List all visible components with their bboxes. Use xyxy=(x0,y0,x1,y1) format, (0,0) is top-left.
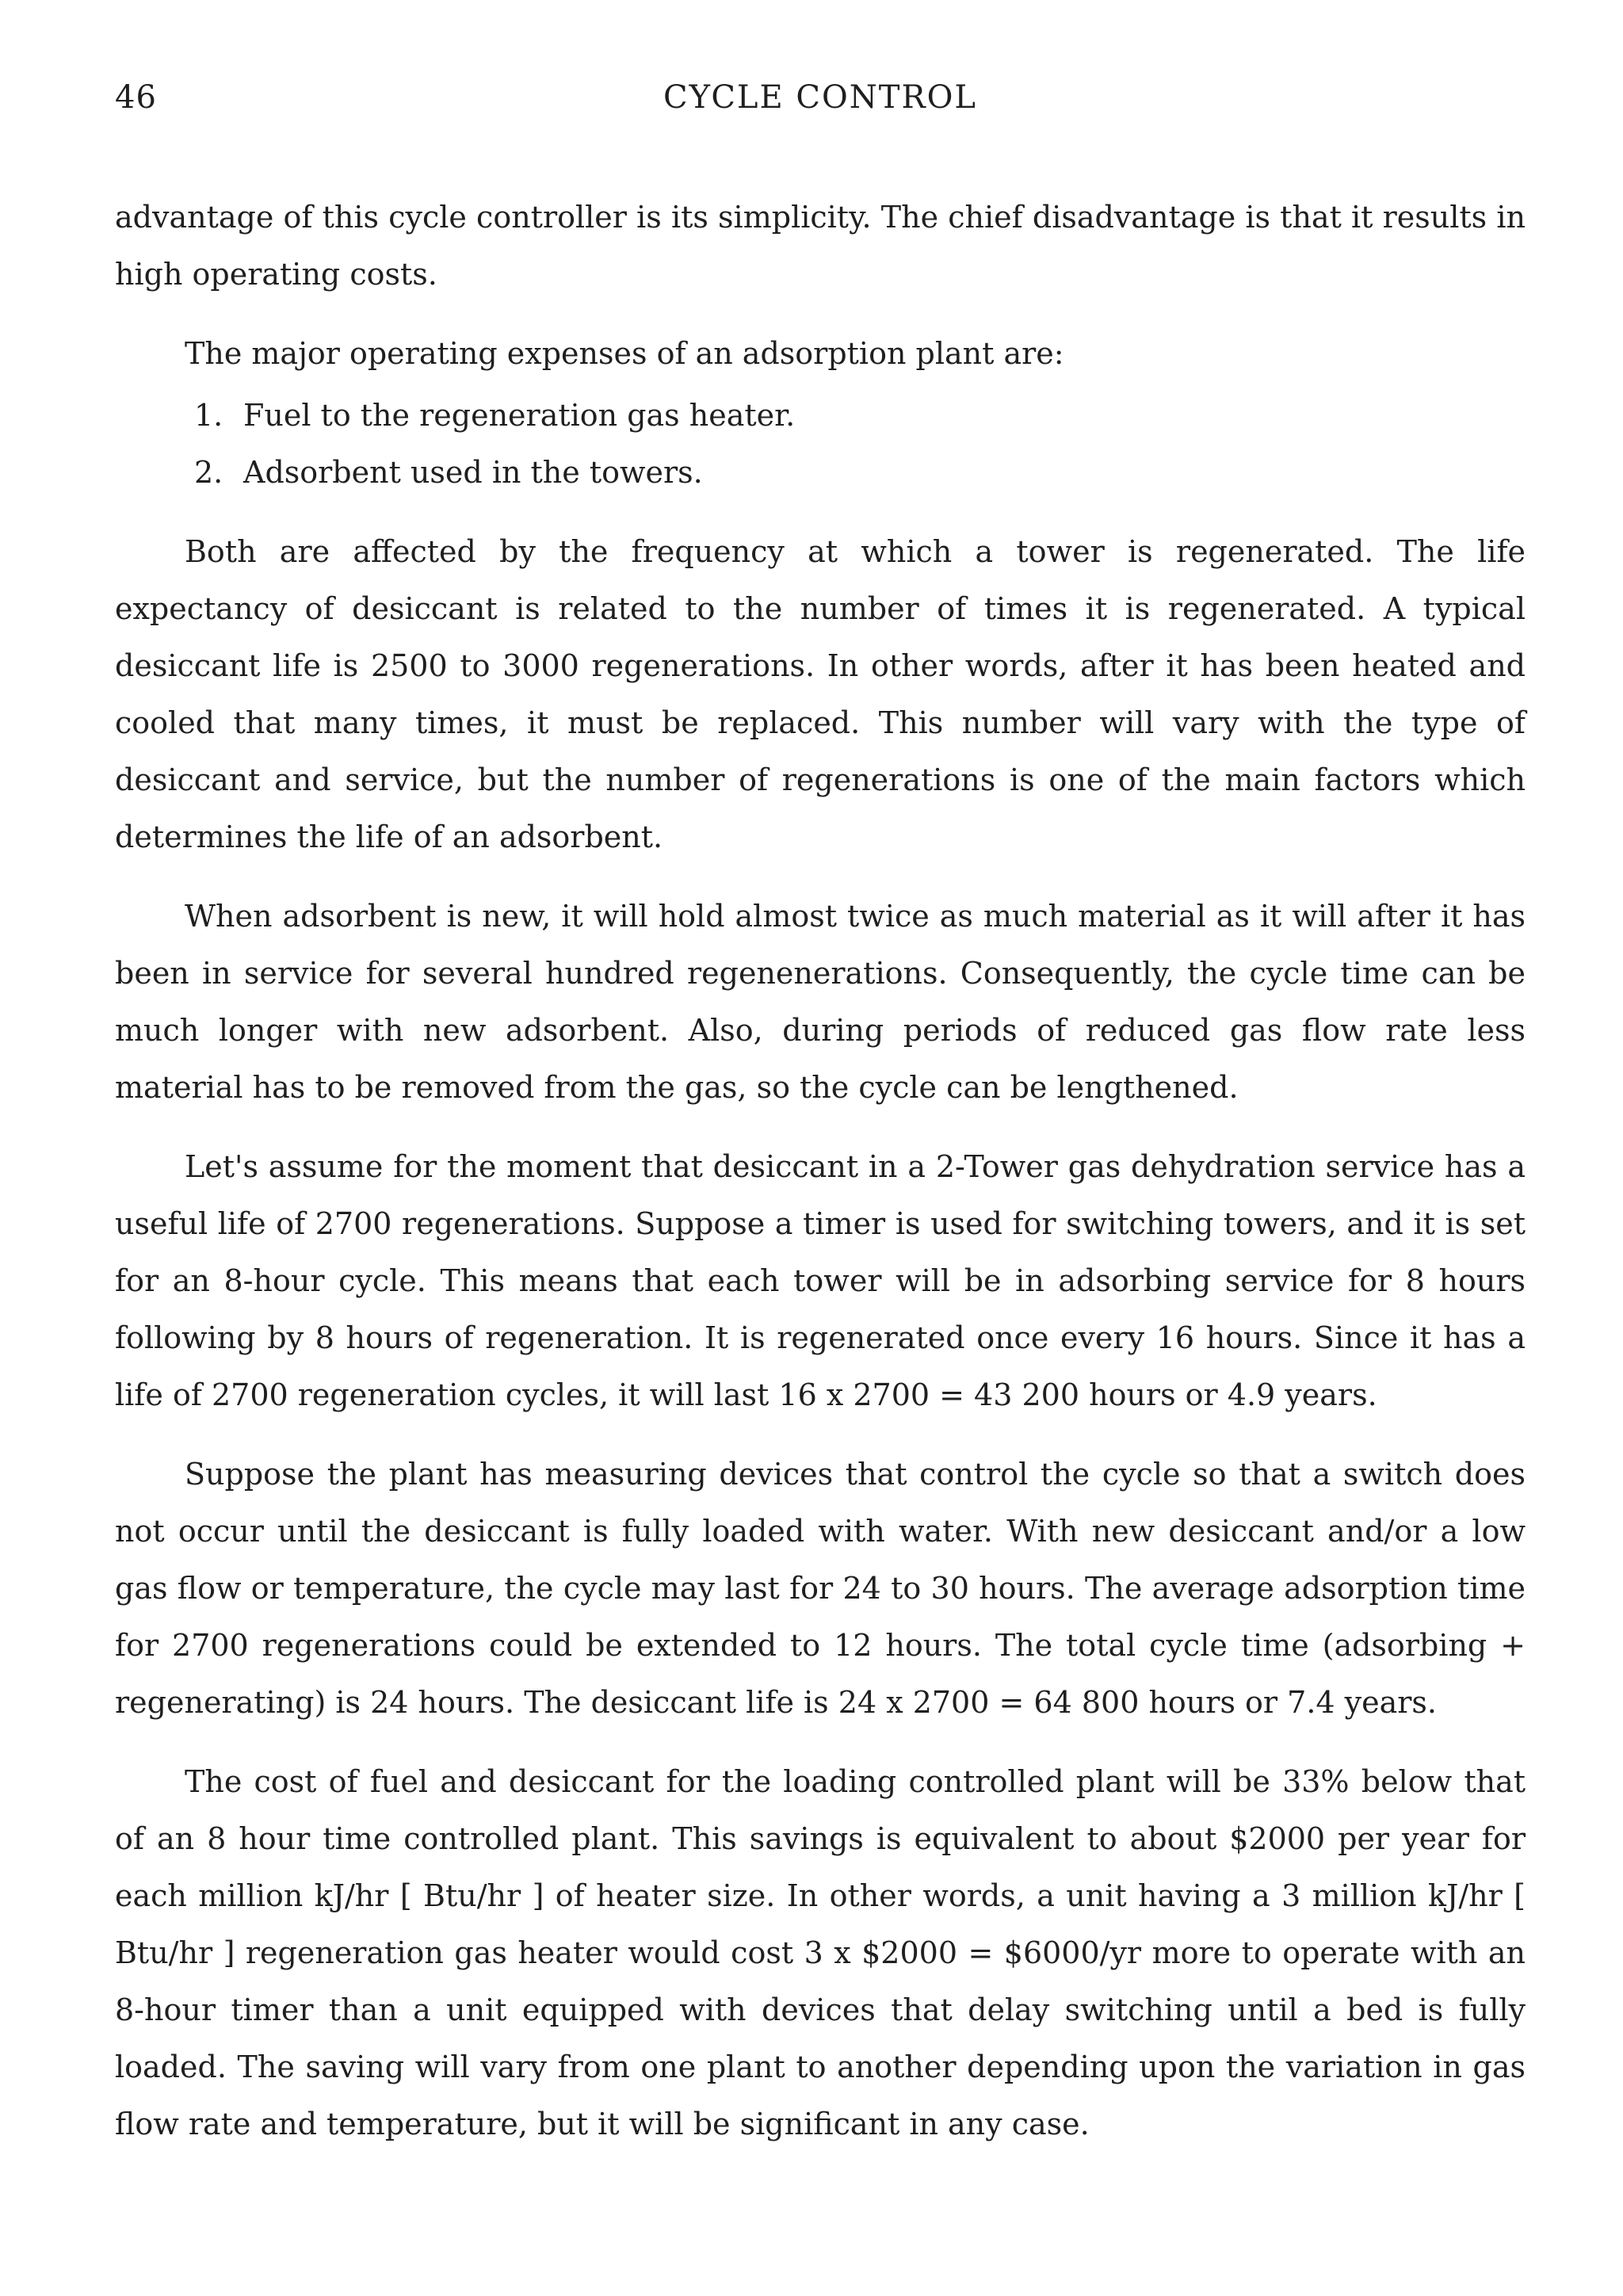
paragraph-measuring-devices: Suppose the plant has measuring devices that control the cycle so that a switch does not occur until the desiccant is fully loaded with water. With new desiccant and/or a low gas flow or temperature, the cycle may last for 24 to 30 hours. The average adsorption time for 2700 regenerations could be extended to 12 hours. The total cycle time (adsorbing + regenerating) is 24 hours. The desiccant life is 24 x 2700 = 64 800 hours or 7.4 years. xyxy=(115,1457,1526,1720)
list-item-number: 1. xyxy=(194,398,223,433)
list-item-text: Fuel to the regeneration gas heater. xyxy=(243,398,796,433)
list-item xyxy=(115,387,1526,444)
paragraph-cost-savings: The cost of fuel and desiccant for the loading controlled plant will be 33% below that of an 8 hour time controlled plant. This savings is equivalent to about $2000 per year for each million kJ/hr [ Btu/hr ] of heater size. In other words, a unit having a 3 million kJ/hr [ Btu/hr ] regeneration gas heater would cost 3 x $2000 = $6000/yr more to operate with an 8-hour timer than a unit equipped with devices that delay switching until a bed is fully loaded. The saving will vary from one plant to another depending upon the variation in gas flow rate and temperature, but it will be significant in any case. xyxy=(115,1764,1526,2141)
page-header xyxy=(115,79,1526,127)
page-number: 46 xyxy=(115,79,157,116)
paragraph-timer-example: Let's assume for the moment that desiccant in a 2-Tower gas dehydration service has a useful life of 2700 regenerations. Suppose a timer is used for switching towers, and it is set for an 8-hour cycle. This means that each tower will be in adsorbing service for 8 hours following by 8 hours of regeneration. It is regenerated once every 16 hours. Since it has a life of 2700 regeneration cycles, it will last 16 x 2700 = 43 200 hours or 4.9 years. xyxy=(115,1149,1526,1412)
expenses-list xyxy=(115,387,1526,501)
paragraph-continuation: advantage of this cycle controller is its simplicity. The chief disadvantage is that it results in high operating costs. xyxy=(115,200,1526,292)
list-item-number: 2. xyxy=(194,455,223,490)
body-text xyxy=(115,189,1526,2153)
paragraph-expenses-intro: The major operating expenses of an adsorption plant are: xyxy=(185,336,1064,371)
paragraph-new-adsorbent: When adsorbent is new, it will hold almost twice as much material as it will after it has been in service for several hundred regenenerations. Consequently, the cycle time can be much longer with new adsorbent. Also, during periods of reduced gas flow rate less material has to be removed from the gas, so the cycle can be lengthened. xyxy=(115,899,1526,1105)
paragraph-regeneration-frequency: Both are affected by the frequency at which a tower is regenerated. The life expectancy of desiccant is related to the number of times it is regenerated. A typical desiccant life is 2500 to 3000 regenerations. In other words, after it has been heated and cooled that many times, it must be replaced. This number will vary with the type of desiccant and service, but the number of regenerations is one of the main factors which determines the life of an adsorbent. xyxy=(115,534,1526,854)
list-item-text: Adsorbent used in the towers. xyxy=(243,455,703,490)
list-item xyxy=(115,444,1526,501)
running-head: CYCLE CONTROL xyxy=(663,79,977,116)
